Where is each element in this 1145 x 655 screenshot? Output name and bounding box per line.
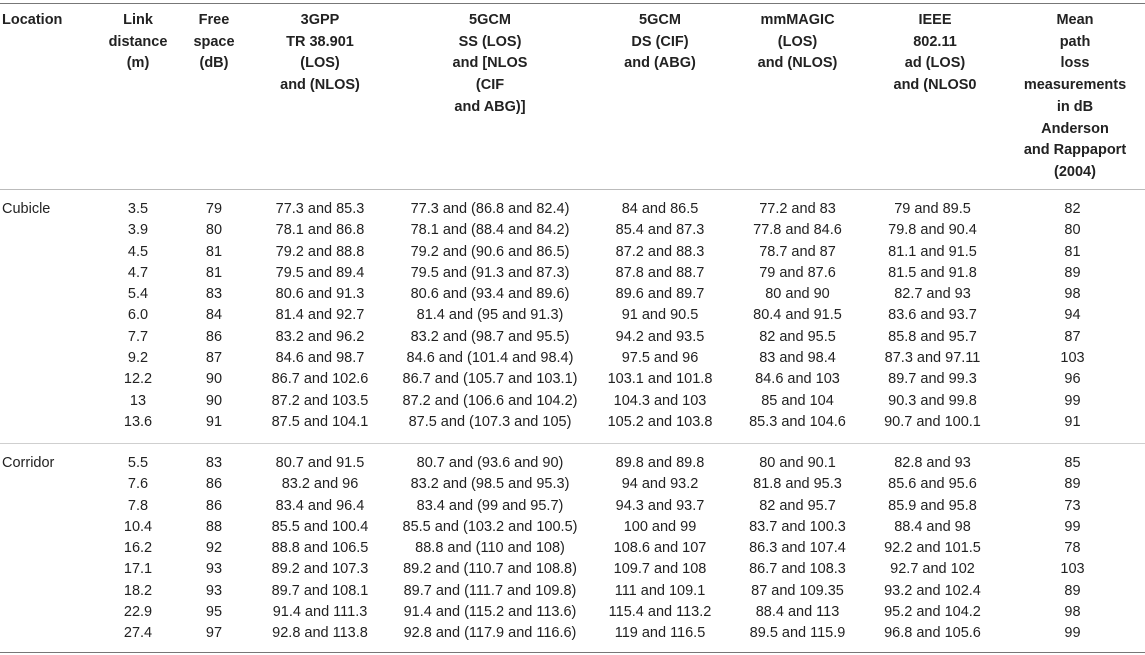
cell-3gpp: 83.4 and 96.4 xyxy=(275,497,365,514)
cell-mean-path-loss: 89 xyxy=(1064,476,1081,493)
location-empty xyxy=(0,538,98,559)
cell-ieee: 93.2 and 102.4 xyxy=(884,582,981,599)
cell-5gcm-ss: 89.7 and (111.7 and 109.8) xyxy=(403,582,577,599)
cell-mean-path-loss: 99 xyxy=(1064,518,1081,535)
cell-mmmagic: 88.4 and 113 xyxy=(755,604,840,621)
cell-mmmagic: 77.8 and 84.6 xyxy=(753,222,842,239)
cell-ieee: 90.3 and 99.8 xyxy=(888,392,977,409)
cell-5gcm-ss: 80.7 and (93.6 and 90) xyxy=(416,455,564,471)
cell-5gcm-ds: 104.3 and 103 xyxy=(613,392,707,409)
cell-5gcm-ds: 103.1 and 101.8 xyxy=(607,371,713,388)
table-row xyxy=(0,602,1145,623)
cell-free-space: 80 xyxy=(205,222,223,239)
cell-free-space: 86 xyxy=(205,497,223,514)
cell-3gpp: 78.1 and 86.8 xyxy=(275,222,365,239)
cell-mmmagic: 80.4 and 91.5 xyxy=(753,307,842,324)
table-row xyxy=(0,284,1145,305)
cell-mmmagic: 85 and 104 xyxy=(761,392,834,409)
cell-free-space: 90 xyxy=(205,371,223,388)
cell-ieee: 81.1 and 91.5 xyxy=(888,243,977,260)
cell-mmmagic: 82 and 95.7 xyxy=(759,497,836,514)
cell-5gcm-ss: 81.4 and (95 and 91.3) xyxy=(416,307,564,324)
cell-free-space: 90 xyxy=(205,392,223,409)
cell-5gcm-ss: 85.5 and (103.2 and 100.5) xyxy=(402,518,578,535)
table-row xyxy=(0,348,1145,369)
header-3gpp: 3GPP TR 38.901 (LOS) and (NLOS) xyxy=(280,12,360,94)
cell-mmmagic: 77.2 and 83 xyxy=(759,201,836,217)
cell-5gcm-ss: 87.2 and (106.6 and 104.2) xyxy=(402,392,578,409)
cell-free-space: 81 xyxy=(205,264,223,281)
cell-link-distance: 3.9 xyxy=(127,222,149,239)
table-row xyxy=(0,305,1145,326)
header-free-space: Free space (dB) xyxy=(193,12,235,72)
cell-mean-path-loss: 99 xyxy=(1064,625,1081,642)
location-empty xyxy=(0,474,98,495)
cell-5gcm-ss: 78.1 and (88.4 and 84.2) xyxy=(410,222,570,239)
cell-mean-path-loss: 99 xyxy=(1064,392,1081,409)
cell-3gpp: 81.4 and 92.7 xyxy=(275,307,365,324)
cell-free-space: 84 xyxy=(205,307,223,324)
cell-ieee: 92.2 and 101.5 xyxy=(884,540,981,557)
cell-5gcm-ds: 89.6 and 89.7 xyxy=(615,286,705,303)
cell-ieee: 95.2 and 104.2 xyxy=(884,604,981,621)
cell-mmmagic: 85.3 and 104.6 xyxy=(749,413,846,430)
cell-5gcm-ss: 87.5 and (107.3 and 105) xyxy=(408,413,572,430)
location-empty xyxy=(0,517,98,538)
cell-3gpp: 89.2 and 107.3 xyxy=(271,561,369,578)
cell-5gcm-ss: 92.8 and (117.9 and 116.6) xyxy=(403,625,577,642)
cell-mean-path-loss: 103 xyxy=(1060,561,1085,578)
cell-mmmagic: 83 and 98.4 xyxy=(759,350,836,367)
cell-mean-path-loss: 98 xyxy=(1064,286,1081,303)
cell-ieee: 82.8 and 93 xyxy=(894,455,971,471)
header-ieee: IEEE 802.11 ad (LOS) and (NLOS0 xyxy=(893,12,977,94)
cell-link-distance: 9.2 xyxy=(127,350,149,367)
cell-5gcm-ds: 91 and 90.5 xyxy=(621,307,699,324)
location-empty xyxy=(0,559,98,580)
table-top-rule xyxy=(0,3,1145,4)
location-empty xyxy=(0,581,98,602)
cell-mean-path-loss: 96 xyxy=(1064,371,1081,388)
table-row xyxy=(0,263,1145,284)
location-label: Cubicle xyxy=(2,201,51,217)
location-empty xyxy=(0,369,98,390)
cell-5gcm-ds: 94.2 and 93.5 xyxy=(615,328,705,345)
cell-mmmagic: 84.6 and 103 xyxy=(755,371,840,388)
table-row xyxy=(0,199,1145,220)
table-row xyxy=(0,327,1145,348)
table-bottom-rule xyxy=(0,652,1145,653)
cell-ieee: 88.4 and 98 xyxy=(894,518,971,535)
cell-ieee: 92.7 and 102 xyxy=(890,561,975,578)
cell-link-distance: 17.1 xyxy=(123,561,153,578)
location-empty xyxy=(0,284,98,305)
corridor-section xyxy=(0,453,1145,645)
cell-free-space: 91 xyxy=(205,413,223,430)
cell-link-distance: 10.4 xyxy=(123,518,153,535)
table-row xyxy=(0,559,1145,580)
location-empty xyxy=(0,242,98,263)
header-5gcm-ss: 5GCM SS (LOS) and [NLOS (CIF and ABG)] xyxy=(452,12,528,115)
cell-link-distance: 5.4 xyxy=(127,286,149,303)
cell-mean-path-loss: 80 xyxy=(1064,222,1081,239)
cell-mean-path-loss: 94 xyxy=(1064,307,1081,324)
location-empty xyxy=(0,327,98,348)
cell-ieee: 85.6 and 95.6 xyxy=(888,476,977,493)
cell-ieee: 89.7 and 99.3 xyxy=(888,371,977,388)
cell-3gpp: 83.2 and 96.2 xyxy=(275,328,365,345)
cell-link-distance: 7.8 xyxy=(127,497,149,514)
cell-mean-path-loss: 91 xyxy=(1064,413,1081,430)
cell-mean-path-loss: 78 xyxy=(1064,540,1081,557)
cell-free-space: 86 xyxy=(205,476,223,493)
cell-5gcm-ds: 109.7 and 108 xyxy=(613,561,707,578)
table-row xyxy=(0,538,1145,559)
cell-mmmagic: 87 and 109.35 xyxy=(751,582,844,599)
table-row xyxy=(0,517,1145,538)
header-5gcm-ds: 5GCM DS (CIF) and (ABG) xyxy=(624,12,696,72)
cell-mean-path-loss: 81 xyxy=(1064,243,1081,260)
cell-ieee: 79.8 and 90.4 xyxy=(888,222,977,239)
location-empty xyxy=(0,263,98,284)
cell-5gcm-ds: 105.2 and 103.8 xyxy=(607,413,713,430)
table-row xyxy=(0,453,1145,474)
table-row xyxy=(0,242,1145,263)
cell-link-distance: 27.4 xyxy=(123,625,153,642)
cell-free-space: 83 xyxy=(205,455,223,471)
cell-3gpp: 86.7 and 102.6 xyxy=(271,371,369,388)
cell-link-distance: 4.5 xyxy=(127,243,149,260)
cell-link-distance: 6.0 xyxy=(127,307,149,324)
cell-mmmagic: 80 and 90.1 xyxy=(759,455,836,471)
cell-5gcm-ss: 88.8 and (110 and 108) xyxy=(415,540,565,557)
cell-3gpp: 85.5 and 100.4 xyxy=(271,518,369,535)
header-mean-path-loss: Mean path loss measurements in dB Anderson and Rappaport (2004) xyxy=(1023,12,1127,180)
cell-mmmagic: 89.5 and 115.9 xyxy=(749,625,846,642)
location-empty xyxy=(0,348,98,369)
cell-5gcm-ds: 115.4 and 113.2 xyxy=(608,604,712,621)
location-empty xyxy=(0,412,98,433)
cell-3gpp: 80.6 and 91.3 xyxy=(275,286,365,303)
cell-5gcm-ss: 83.2 and (98.7 and 95.5) xyxy=(410,328,570,345)
cell-ieee: 85.8 and 95.7 xyxy=(888,328,977,345)
cell-link-distance: 7.6 xyxy=(127,476,149,493)
cell-5gcm-ds: 87.8 and 88.7 xyxy=(615,264,705,281)
cell-mean-path-loss: 89 xyxy=(1064,582,1081,599)
cell-mean-path-loss: 89 xyxy=(1064,264,1081,281)
header-link-distance: Link distance (m) xyxy=(108,12,168,72)
cell-5gcm-ss: 83.2 and (98.5 and 95.3) xyxy=(410,476,570,493)
cell-5gcm-ss: 86.7 and (105.7 and 103.1) xyxy=(402,371,578,388)
cell-free-space: 81 xyxy=(205,243,223,260)
cell-mean-path-loss: 73 xyxy=(1064,497,1081,514)
cell-free-space: 88 xyxy=(205,518,223,535)
cubicle-section xyxy=(0,199,1145,433)
section-divider xyxy=(0,443,1145,444)
cell-5gcm-ds: 89.8 and 89.8 xyxy=(615,455,705,471)
table-row xyxy=(0,220,1145,241)
cell-5gcm-ds: 94.3 and 93.7 xyxy=(615,497,705,514)
cell-ieee: 81.5 and 91.8 xyxy=(888,264,977,281)
cell-free-space: 87 xyxy=(205,350,223,367)
cell-3gpp: 88.8 and 106.5 xyxy=(271,540,369,557)
cell-ieee: 96.8 and 105.6 xyxy=(884,625,981,642)
table-row xyxy=(0,623,1145,644)
cell-mmmagic: 80 and 90 xyxy=(765,286,830,303)
table-row xyxy=(0,391,1145,412)
table-row xyxy=(0,369,1145,390)
cell-5gcm-ss: 91.4 and (115.2 and 113.6) xyxy=(403,604,577,621)
cell-3gpp: 92.8 and 113.8 xyxy=(272,625,368,642)
cell-3gpp: 80.7 and 91.5 xyxy=(275,455,365,471)
cell-link-distance: 12.2 xyxy=(123,371,153,388)
header-divider xyxy=(0,189,1145,190)
cell-mmmagic: 81.8 and 95.3 xyxy=(753,476,842,493)
cell-mean-path-loss: 103 xyxy=(1060,350,1085,367)
cell-5gcm-ss: 89.2 and (110.7 and 108.8) xyxy=(403,561,577,578)
cell-link-distance: 18.2 xyxy=(123,582,153,599)
cell-5gcm-ss: 84.6 and (101.4 and 98.4) xyxy=(406,350,574,367)
cell-5gcm-ds: 111 and 109.1 xyxy=(614,582,706,599)
cell-5gcm-ds: 85.4 and 87.3 xyxy=(615,222,705,239)
cell-free-space: 86 xyxy=(205,328,223,345)
cell-3gpp: 84.6 and 98.7 xyxy=(275,350,365,367)
header-mmmagic: mmMAGIC (LOS) and (NLOS) xyxy=(757,12,838,72)
cell-ieee: 87.3 and 97.11 xyxy=(884,350,981,367)
table-row xyxy=(0,474,1145,495)
cell-ieee: 85.9 and 95.8 xyxy=(888,497,977,514)
cell-link-distance: 7.7 xyxy=(127,328,149,345)
cell-mean-path-loss: 98 xyxy=(1064,604,1081,621)
cell-5gcm-ds: 100 and 99 xyxy=(623,518,697,535)
cell-3gpp: 87.2 and 103.5 xyxy=(271,392,369,409)
table-row xyxy=(0,412,1145,433)
cell-link-distance: 13 xyxy=(129,392,147,409)
cell-mmmagic: 86.7 and 108.3 xyxy=(749,561,846,578)
cell-5gcm-ds: 97.5 and 96 xyxy=(621,350,699,367)
location-empty xyxy=(0,623,98,644)
cell-link-distance: 4.7 xyxy=(127,264,149,281)
cell-5gcm-ss: 83.4 and (99 and 95.7) xyxy=(416,497,564,514)
cell-3gpp: 79.2 and 88.8 xyxy=(275,243,365,260)
cell-ieee: 82.7 and 93 xyxy=(894,286,971,303)
cell-5gcm-ss: 80.6 and (93.4 and 89.6) xyxy=(410,286,570,303)
cell-free-space: 93 xyxy=(205,561,223,578)
cell-ieee: 90.7 and 100.1 xyxy=(884,413,981,430)
location-empty xyxy=(0,220,98,241)
location-empty xyxy=(0,305,98,326)
cell-3gpp: 77.3 and 85.3 xyxy=(275,201,365,217)
cell-5gcm-ss: 79.2 and (90.6 and 86.5) xyxy=(410,243,570,260)
cell-3gpp: 89.7 and 108.1 xyxy=(271,582,369,599)
cell-3gpp: 79.5 and 89.4 xyxy=(275,264,365,281)
cell-free-space: 97 xyxy=(205,625,223,642)
cell-mmmagic: 83.7 and 100.3 xyxy=(749,518,846,535)
cell-3gpp: 83.2 and 96 xyxy=(281,476,359,493)
cell-5gcm-ss: 79.5 and (91.3 and 87.3) xyxy=(410,264,570,281)
cell-mmmagic: 86.3 and 107.4 xyxy=(749,540,846,557)
cell-5gcm-ds: 94 and 93.2 xyxy=(621,476,699,493)
cell-mmmagic: 78.7 and 87 xyxy=(759,243,836,260)
cell-free-space: 93 xyxy=(205,582,223,599)
cell-5gcm-ds: 108.6 and 107 xyxy=(613,540,707,557)
cell-free-space: 79 xyxy=(205,201,223,217)
cell-mmmagic: 82 and 95.5 xyxy=(759,328,836,345)
cell-5gcm-ds: 119 and 116.5 xyxy=(614,625,706,642)
table-row xyxy=(0,496,1145,517)
location-empty xyxy=(0,391,98,412)
cell-free-space: 83 xyxy=(205,286,223,303)
cell-3gpp: 91.4 and 111.3 xyxy=(272,604,368,621)
header-location: Location xyxy=(2,12,63,28)
cell-3gpp: 87.5 and 104.1 xyxy=(271,413,369,430)
table-row xyxy=(0,581,1145,602)
cell-free-space: 95 xyxy=(205,604,223,621)
cell-5gcm-ds: 84 and 86.5 xyxy=(621,201,699,217)
location-label: Corridor xyxy=(2,455,55,471)
cell-mean-path-loss: 82 xyxy=(1064,201,1081,217)
cell-ieee: 83.6 and 93.7 xyxy=(888,307,977,324)
cell-link-distance: 3.5 xyxy=(127,201,149,217)
location-empty xyxy=(0,496,98,517)
cell-mmmagic: 79 and 87.6 xyxy=(759,264,836,281)
location-empty xyxy=(0,602,98,623)
cell-link-distance: 5.5 xyxy=(127,455,149,471)
cell-5gcm-ds: 87.2 and 88.3 xyxy=(615,243,705,260)
cell-free-space: 92 xyxy=(205,540,223,557)
cell-link-distance: 22.9 xyxy=(123,604,153,621)
cell-link-distance: 13.6 xyxy=(123,413,153,430)
cell-mean-path-loss: 85 xyxy=(1064,455,1081,471)
cell-5gcm-ss: 77.3 and (86.8 and 82.4) xyxy=(410,201,570,217)
cell-link-distance: 16.2 xyxy=(123,540,153,557)
cell-mean-path-loss: 87 xyxy=(1064,328,1081,345)
cell-ieee: 79 and 89.5 xyxy=(894,201,971,217)
